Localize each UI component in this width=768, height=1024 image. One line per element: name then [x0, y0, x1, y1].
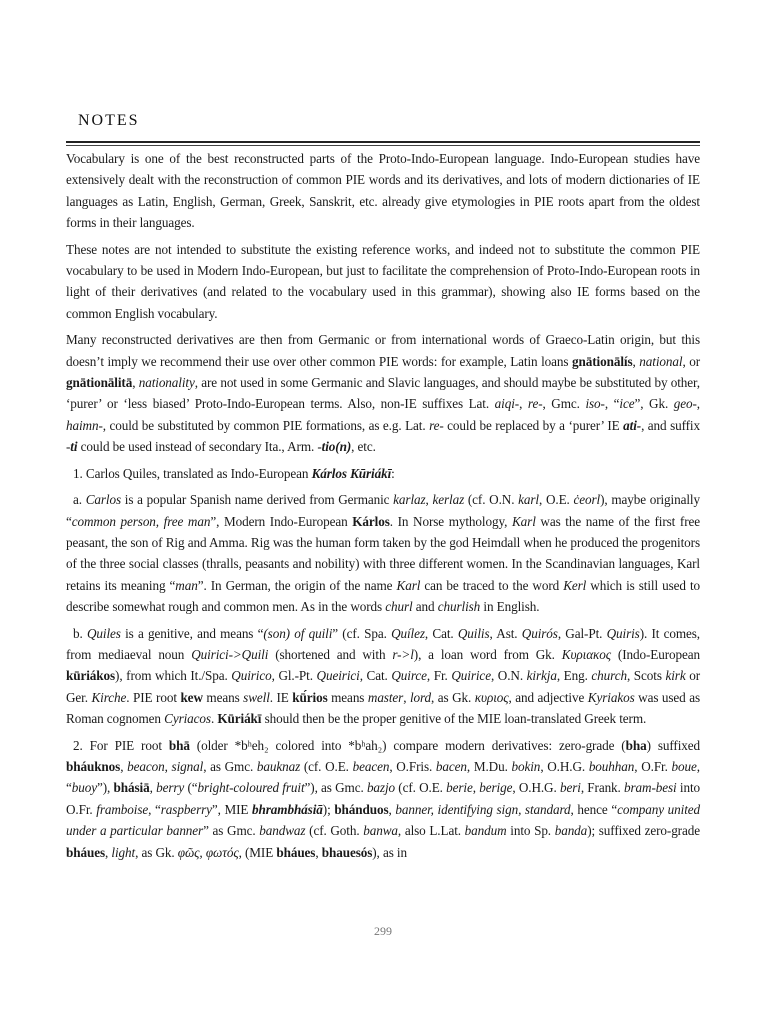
intro-paragraph-3: Many reconstructed derivatives are then from Germanic or from international words of Graeco-Latin origin, but this doesn’t imply we recommend their use over other common PIE words: for example, Latin loans gnātionālís, national, or gnātionālitā, nationality, are not used in some Germanic and Slavic languages, and should maybe be substituted by other, ‘purer’ or ‘less biased’ Proto-Indo-European terms. Also, non-IE suffixes Lat. aiqi-, re-, Gmc. iso-, “ice”, Gk. geo-, haimn-, could be substituted by common PIE formations, as e.g. Lat. re- could be replaced by a ‘purer’ IE ati-, and suffix -ti could be used instead of secondary Ita., Arm. -tio(n), etc. [66, 332, 700, 455]
note-1-heading: 1. Carlos Quiles, translated as Indo-European Kárlos Kūriákī: [73, 465, 395, 481]
page-number: 299 [374, 924, 392, 938]
title-rule-thick [66, 141, 700, 143]
notes-body [66, 148, 700, 868]
page-title: NOTES [78, 112, 140, 129]
title-rule-thin [66, 145, 700, 146]
note-1a: a. Carlos is a popular Spanish name derived from Germanic karlaz, kerlaz (cf. O.N. karl, O.E. ċeorl), maybe originally “common person, free man”, Modern Indo-European Kárlos. In Norse mythology, Karl was the name of the first free peasant, the son of Rig and Amma. Rig was the human form taken by the god Heimdall when he produced the progenitors of the three social classes (thralls, peasants and nobility) with three different women. In the Scandinavian languages, Karl retains its meaning “man”. In German, the origin of the name Karl can be traced to the word Kerl which is still used to describe somewhat rough and common men. As in the words churl and churlish in English. [66, 492, 700, 615]
intro-paragraph-2: These notes are not intended to substitute the existing reference works, and indeed not to substitute the common PIE vocabulary to be used in Modern Indo-European, but just to facilitate the comprehension of Proto-Indo-European roots in light of their derivatives (and related to the vocabulary used in this grammar), showing also IE forms based on the common English vocabulary. [66, 241, 700, 321]
note-1b: b. Quiles is a genitive, and means “(son) of quili” (cf. Spa. Quílez, Cat. Quilis, Ast. Quirós, Gal-Pt. Quiris). It comes, from mediaeval noun Quirici->Quili (shortened and with r->l), a loan word from Gk. Κυριακος (Indo-European kūriákos), from which It./Spa. Quirico, Gl.-Pt. Queirici, Cat. Quirce, Fr. Quirice, O.N. kirkja, Eng. church, Scots kirk or Ger. Kirche. PIE root kew means swell. IE kū́rios means master, lord, as Gk. κυριος, and adjective Kyriakos was used as Roman cognomen Cyriacos. Kūriákī should then be the proper genitive of the MIE loan-translated Greek term. [66, 625, 701, 727]
note-2: 2. For PIE root bhā (older *bʰeh₂ colored into *bʰah₂) compare modern derivatives: zero-grade (bha) suffixed bháuknos, beacon, signal, as Gmc. bauknaz (cf. O.E. beacen, O.Fris. bacen, M.Du. bokin, O.H.G. bouhhan, O.Fr. boue, “buoy”), bhásiā, berry (“bright-coloured fruit”), as Gmc. bazjo (cf. O.E. berie, berige, O.H.G. beri, Frank. bram-besi into O.Fr. framboise, “raspberry”, MIE bhrambhásiā); bhánduos, banner, identifying sign, standard, hence “company united under a particular banner” as Gmc. bandwaz (cf. Goth. banwa, also L.Lat. bandum into Sp. banda); suffixed zero-grade bháues, light, as Gk. φῶς, φωτός, (MIE bháues, bhauesós), as in [66, 737, 701, 860]
intro-paragraph-1: Vocabulary is one of the best reconstructed parts of the Proto-Indo-European language. Indo-European studies have extensively dealt with the reconstruction of common PIE words and its derivatives, and lots of modern dictionaries of IE languages as Latin, English, German, Greek, Sanskrit, etc. already give etymologies in PIE roots apart from the oldest forms in their languages. [66, 151, 700, 231]
